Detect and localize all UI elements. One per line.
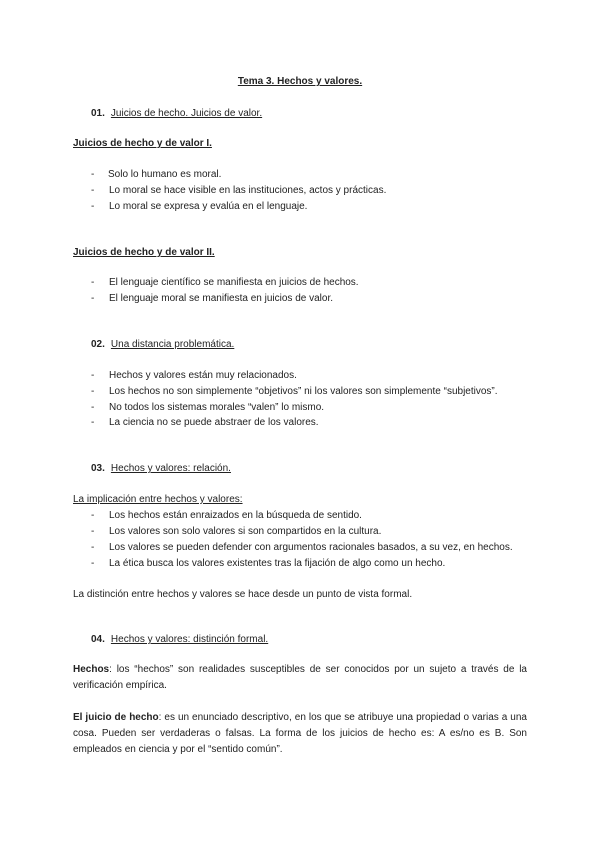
list-item: - Hechos y valores están muy relacionados. <box>91 370 297 381</box>
section-title: Juicios de hecho. Juicios de valor. <box>110 108 263 119</box>
list-item: - El lenguaje moral se manifiesta en juicios de valor. <box>91 293 334 304</box>
list-item: - Lo moral se expresa y evalúa en el lenguaje. <box>91 201 308 212</box>
section-number: 02. <box>91 339 105 350</box>
section-heading-02 <box>91 338 234 351</box>
subheading-juicios-1: Juicios de hecho y de valor I. <box>73 138 212 149</box>
section-number: 01. <box>91 108 105 119</box>
list-item: - Los valores son solo valores si son compartidos en la cultura. <box>91 526 382 537</box>
section-title: Una distancia problemática. <box>110 339 235 350</box>
subheading-implicacion: La implicación entre hechos y valores: <box>73 494 243 505</box>
document-title: Tema 3. Hechos y valores. <box>237 76 363 87</box>
section-title: Hechos y valores: distinción formal. <box>110 634 269 645</box>
paragraph-hechos <box>73 662 527 694</box>
paragraph-juicio-de-hecho <box>73 710 527 758</box>
section-heading-03 <box>91 462 231 475</box>
list-item: - La ética busca los valores existentes tras la fijación de algo como un hecho. <box>91 558 446 569</box>
list-item: - No todos los sistemas morales “valen” lo mismo. <box>91 402 325 413</box>
section-heading-04 <box>91 633 268 646</box>
term-hechos: Hechos <box>73 664 110 675</box>
list-item: - Los hechos no son simplemente “objetivos” ni los valores son simplemente “subjetivos”. <box>91 386 498 397</box>
term-juicio-de-hecho: El juicio de hecho <box>73 712 159 723</box>
subheading-juicios-2: Juicios de hecho y de valor II. <box>73 247 215 258</box>
section-number: 04. <box>91 634 105 645</box>
definition-hechos: : los “hechos” son realidades susceptibles de ser conocidos por un sujeto a través de la verificación empírica. <box>73 664 527 691</box>
section-title: Hechos y valores: relación. <box>110 463 231 474</box>
list-item: - La ciencia no se puede abstraer de los valores. <box>91 417 319 428</box>
list-item: - Lo moral se hace visible en las instituciones, actos y prácticas. <box>91 185 387 196</box>
section-number: 03. <box>91 463 105 474</box>
list-item: - Los hechos están enraizados en la búsqueda de sentido. <box>91 510 362 521</box>
list-item: - El lenguaje científico se manifiesta en juicios de hechos. <box>91 277 359 288</box>
list-item: - Los valores se pueden defender con argumentos racionales basados, a su vez, en hechos. <box>91 542 513 553</box>
section-heading-01 <box>91 107 262 120</box>
list-item: - Solo lo humano es moral. <box>91 169 222 180</box>
definition-juicio-de-hecho: : es un enunciado descriptivo, en los que se atribuye una propiedad o varias a una cosa. Pueden ser verdaderas o falsas. La forma de los juicios de hecho es: A es/no es B. Son empleados en ciencia y por el “sentido común”. <box>73 712 527 755</box>
section-03-note: La distinción entre hechos y valores se hace desde un punto de vista formal. <box>73 589 413 600</box>
